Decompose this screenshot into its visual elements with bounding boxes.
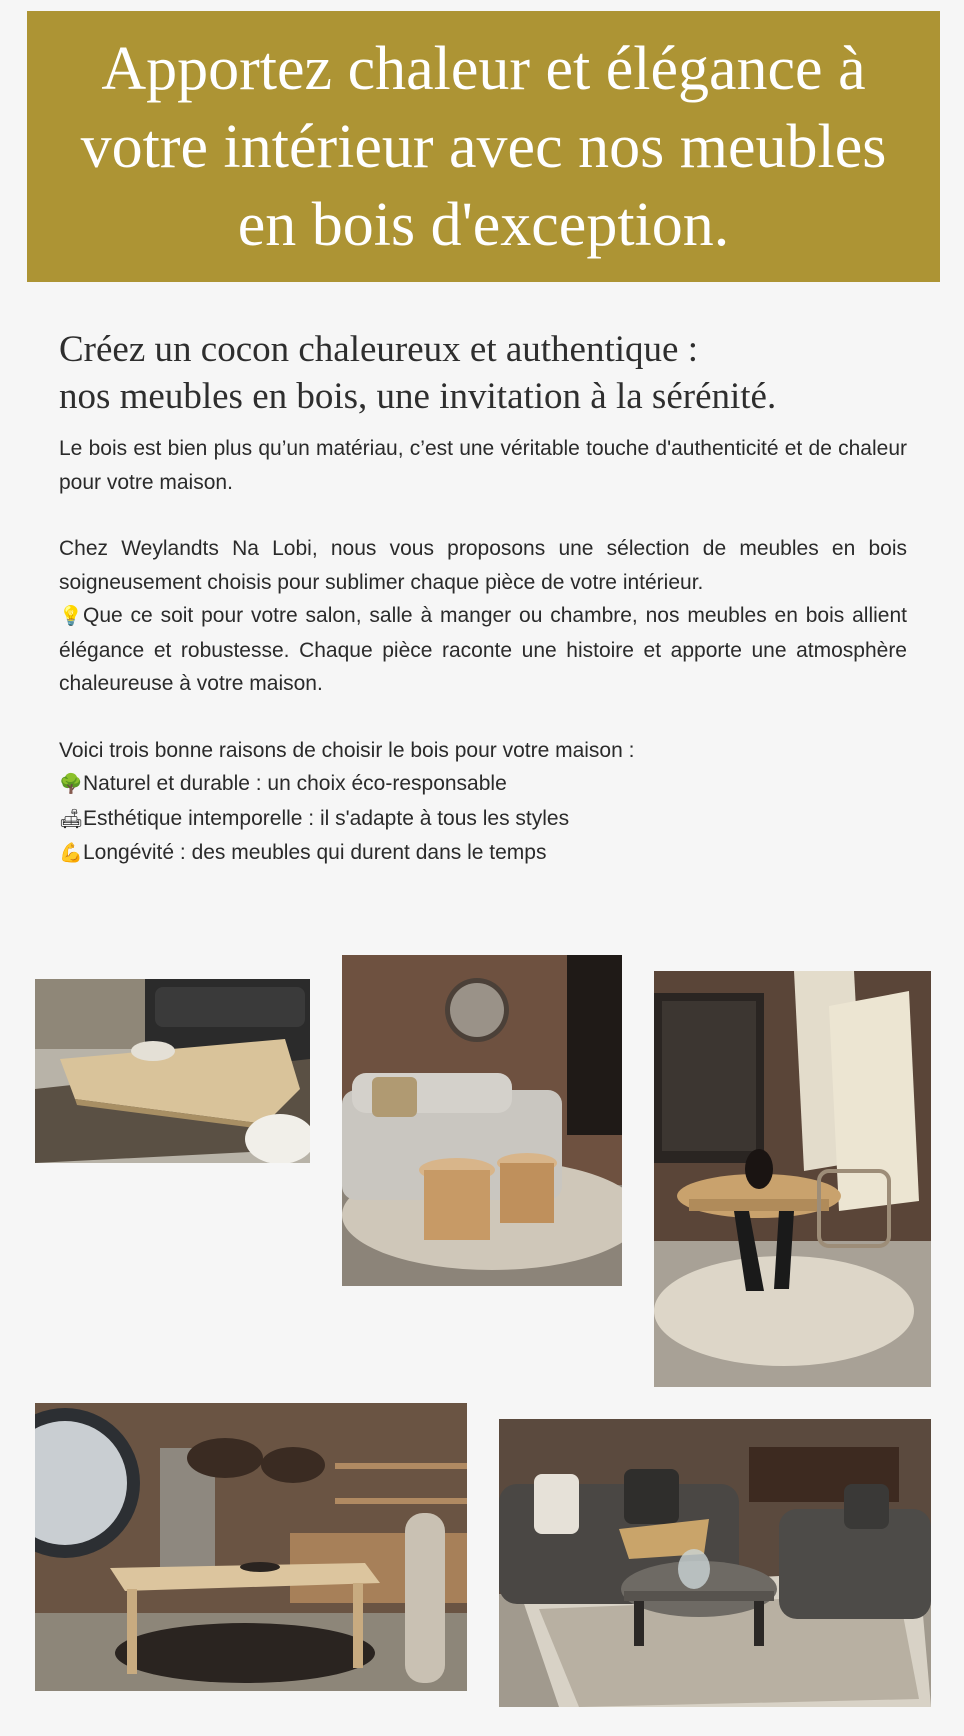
reason-text: Longévité : des meubles qui durent dans le temps <box>83 841 547 864</box>
section-subtitle <box>59 326 907 420</box>
subtitle-line-1: Créez un cocon chaleureux et authentique : <box>59 329 698 370</box>
subtitle-line-2: nos meubles en bois, une invitation à la sérénité. <box>59 376 777 417</box>
hero-banner <box>27 11 940 282</box>
body-text <box>59 432 907 871</box>
reasons-intro: Voici trois bonne raisons de choisir le bois pour votre maison : <box>59 738 635 762</box>
reason-item <box>59 802 907 837</box>
paragraph-3-text: Que ce soit pour votre salon, salle à manger ou chambre, nos meubles en bois allient élégance et robustesse. Chaque pièce raconte une histoire et apporte une atmosphère chaleureuse à votre maison. <box>59 604 907 695</box>
paragraph-1: Le bois est bien plus qu’un matériau, c’est une véritable touche d'authenticité et de chaleur pour votre maison. <box>59 437 907 494</box>
flexed-biceps-icon: 💪 <box>59 843 83 864</box>
lightbulb-icon: 💡 <box>59 606 83 627</box>
paragraph-2: Chez Weylandts Na Lobi, nous vous proposons une sélection de meubles en bois soigneusement choisis pour sublimer chaque pièce de votre intérieur. <box>59 537 907 594</box>
reason-text: Esthétique intemporelle : il s'adapte à tous les styles <box>83 806 570 830</box>
photo-dining-room <box>35 1403 467 1691</box>
photo-round-dining-table <box>654 971 931 1387</box>
tree-icon: 🌳 <box>59 774 83 795</box>
photo-coffee-table <box>35 979 310 1163</box>
reason-item <box>59 836 907 871</box>
reason-text: Naturel et durable : un choix éco-responsable <box>83 772 507 795</box>
photo-sofa-side-tables <box>342 955 622 1286</box>
hero-title: Apportez chaleur et élégance à votre intérieur avec nos meubles en bois d'exception. <box>80 34 887 259</box>
sofa-icon: 🛋 <box>59 808 84 830</box>
intro-section <box>59 326 907 871</box>
paragraph-3 <box>59 599 907 701</box>
photo-lounge <box>499 1419 931 1707</box>
reason-item <box>59 767 907 802</box>
